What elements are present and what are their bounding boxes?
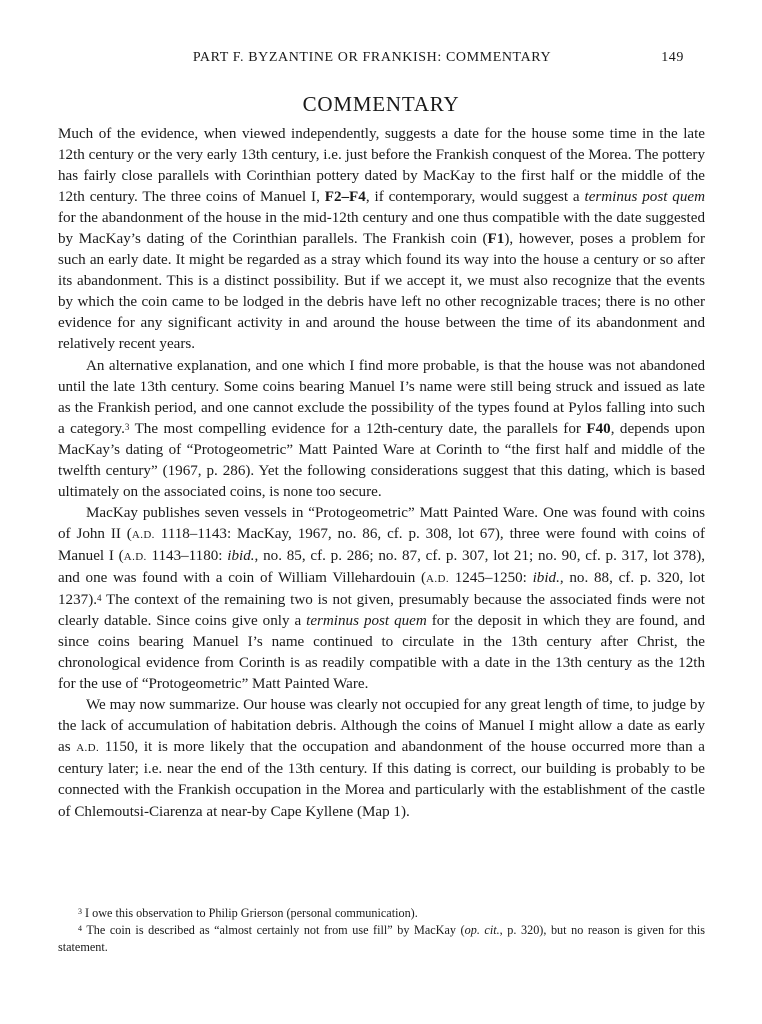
- era-abbr: A.D.: [76, 742, 100, 755]
- catalog-ref: F40: [586, 420, 611, 437]
- latin-term: ibid.: [532, 569, 560, 586]
- page-number: 149: [661, 50, 684, 65]
- paragraph-1: Much of the evidence, when viewed independently, suggests a date for the house some time in the late 12th century or the very early 13th century, i.e. just before the Frankish conquest of the Morea. The pottery has fairly close parallels with Corinthian pottery dated by MacKay to the first half or the middle of the 12th century. The three coins of Manuel I, F2–F4, if contemporary, would suggest a terminus post quem for the abandonment of the house in the mid-12th century and one thus compatible with the date suggested by MacKay’s dating of the Corinthian parallels. The Frankish coin (F1), however, poses a problem for such an early date. It might be regarded as a stray which found its way into the house a century or so after its abandonment. This is a distinct possibility. But if we accept it, we must also recognize that the events by which the coin came to be lodged in the debris have left no other recognizable traces; there is no other evidence for any significant activity in and around the house between the time of its abandonment and relatively recent years.: [58, 126, 705, 353]
- paragraph-4: We may now summarize. Our house was clearly not occupied for any great length of time, to judge by the lack of accumulation of habitation debris. Although the coins of Manuel I might allow a date as early as A.D. 1150, it is more likely that the occupation and abandonment of the house occurred more than a century later; i.e. near the end of the 13th century. If this dating is correct, our building is probably to be connected with the Frankish occupation in the Morea and particularly with the establishment of the castle of Chlemoutsi-Ciarenza at near-by Cape Kyllene (Map 1).: [58, 697, 705, 820]
- footnote-ref-3[interactable]: 3: [124, 421, 130, 432]
- section-heading: COMMENTARY: [302, 92, 460, 116]
- latin-term: terminus post quem: [584, 189, 705, 206]
- body-text: [58, 124, 705, 823]
- era-abbr: A.D.: [426, 572, 450, 585]
- footnote-4: $^4$ The coin is described as “almost certainly not from use fill” by MacKay (op. cit., p. 320), but no reason is given for this statement.: [58, 923, 706, 954]
- footnote-3: $^3$ I owe this observation to Philip Grierson (personal communication).: [78, 906, 418, 920]
- footnote-ref-4[interactable]: 4: [97, 593, 102, 604]
- latin-term: terminus post quem: [306, 613, 427, 630]
- footnote-number: 3: [78, 907, 82, 916]
- catalog-ref: F2–F4: [324, 189, 366, 206]
- footnotes: [58, 905, 705, 956]
- paragraph-3: MacKay publishes seven vessels in “Protogeometric” Matt Painted Ware. One was found with coins of John II (A.D. 1118–1143: MacKay, 1967, no. 86, cf. p. 308, lot 67), three were found with coins of Manuel I (A.D. 1143–1180: ibid., no. 85, cf. p. 286; no. 87, cf. p. 307, lot 21; no. 90, cf. p. 317, lot 378), and one was found with a coin of William Villehardouin (A.D. 1245–1250: ibid., no. 88, cf. p. 320, lot 1237).$^4$ The context of the remaining two is not given, presumably because the associated finds were not clearly datable. Since coins give only a terminus post quem for the deposit in which they are found, and since coins bearing Manuel I’s name continued to circulate in the 13th century after Christ, the chronological evidence from Corinth is as readily compatible with a date in the 13th century as the 12th for the use of “Protogeometric” Matt Painted Ware.: [58, 504, 705, 693]
- running-head-title: PART F. BYZANTINE OR FRANKISH: COMMENTARY: [192, 50, 552, 65]
- running-head: [60, 50, 684, 70]
- era-abbr: A.D.: [123, 550, 147, 563]
- latin-term: ibid.: [227, 547, 255, 564]
- footnote-number: 4: [78, 924, 82, 933]
- catalog-ref: F1: [487, 231, 505, 248]
- latin-term: op. cit.: [464, 923, 500, 937]
- era-abbr: A.D.: [131, 528, 155, 541]
- paragraph-2: An alternative explanation, and one which I find more probable, is that the house was not abandoned until the late 13th century. Some coins bearing Manuel I’s name were still being struck and issued as late as the Frankish period, and one cannot exclude the possibility of the types found at Pylos falling into such a category.$^3$ The most compelling evidence for a 12th-century date, the parallels for F40, depends upon MacKay’s dating of “Protogeometric” Matt Painted Ware at Corinth to “the first half and middle of the twelfth century” (1967, p. 286). Yet the following considerations suggest that this dating, which is based ultimately on the associated coins, is none too secure.: [58, 357, 706, 500]
